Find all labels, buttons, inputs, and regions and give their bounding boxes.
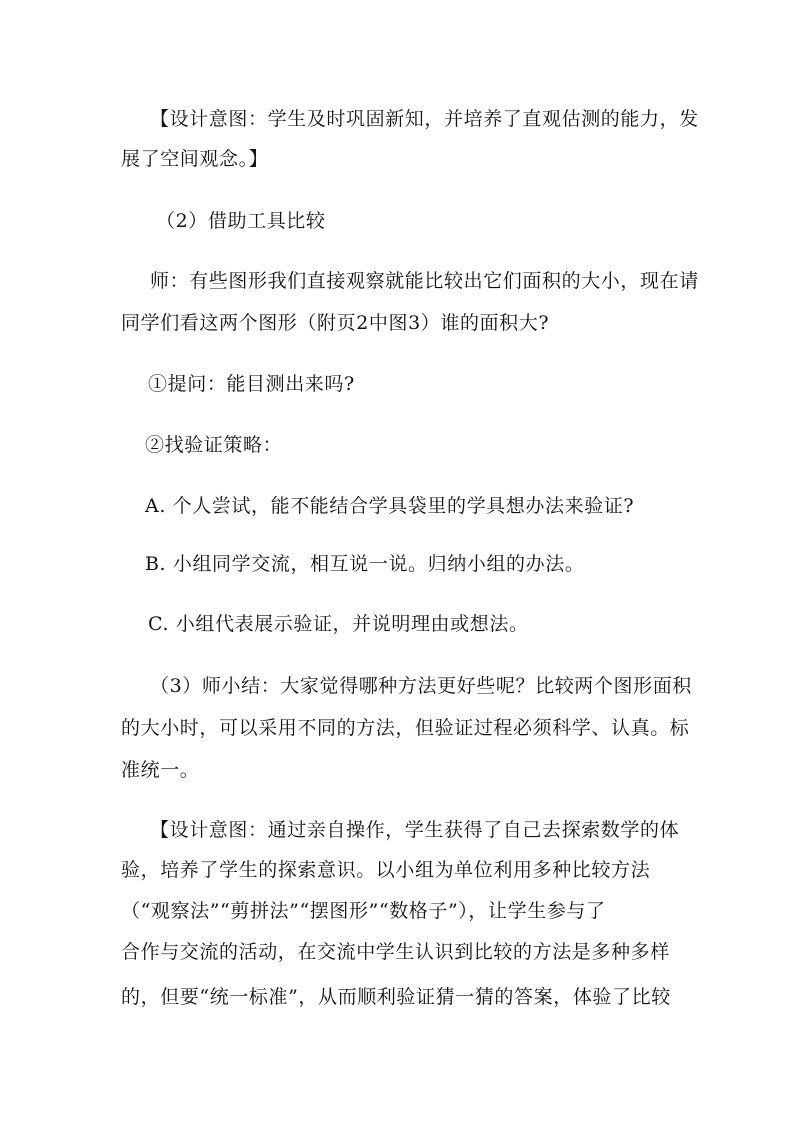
- design-intent-1-line-1: 【设计意图：学生及时巩固新知，并培养了直观估测的能力，发: [150, 108, 699, 130]
- teacher-line-2: 同学们看这两个图形（附页2中图3）谁的面积大?: [121, 312, 550, 334]
- design-intent-2-line-5: 的，但要“统一标准”，从而顺利验证猜一猜的答案，体验了比较: [121, 986, 671, 1008]
- design-intent-2-line-2: 验，培养了学生的探索意识。以小组为单位利用多种比较方法: [121, 859, 651, 881]
- option-b: B. 小组同学交流，相互说一说。归纳小组的办法。: [145, 553, 585, 575]
- option-c: C. 小组代表展示验证，并说明理由或想法。: [148, 613, 529, 635]
- design-intent-2-line-4: 合作与交流的活动，在交流中学生认识到比较的方法是多种多样: [121, 941, 670, 963]
- teacher-line-1: 师：有些图形我们直接观察就能比较出它们面积的大小，现在请: [150, 270, 699, 292]
- design-intent-1-line-2: 展了空间观念。】: [121, 148, 269, 170]
- strategy-item: ②找验证策略：: [145, 434, 283, 456]
- summary-line-3: 准统一。: [121, 759, 200, 781]
- design-intent-2-line-1: 【设计意图：通过亲自操作，学生获得了自己去探索数学的体: [150, 819, 680, 841]
- question-item: ①提问：能目测出来吗?: [148, 373, 355, 395]
- design-intent-2-line-3: （“观察法”“剪拼法”“摆图形”“数格子”），让学生参与了: [121, 900, 606, 922]
- section-2-heading: （2）借助工具比较: [156, 210, 326, 232]
- option-a: A. 个人尝试，能不能结合学具袋里的学具想办法来验证?: [145, 495, 635, 517]
- summary-line-2: 的大小时，可以采用不同的方法，但验证过程必须科学、认真。标: [121, 717, 690, 739]
- summary-line-1: （3）师小结：大家觉得哪种方法更好些呢？比较两个图形面积: [150, 675, 692, 697]
